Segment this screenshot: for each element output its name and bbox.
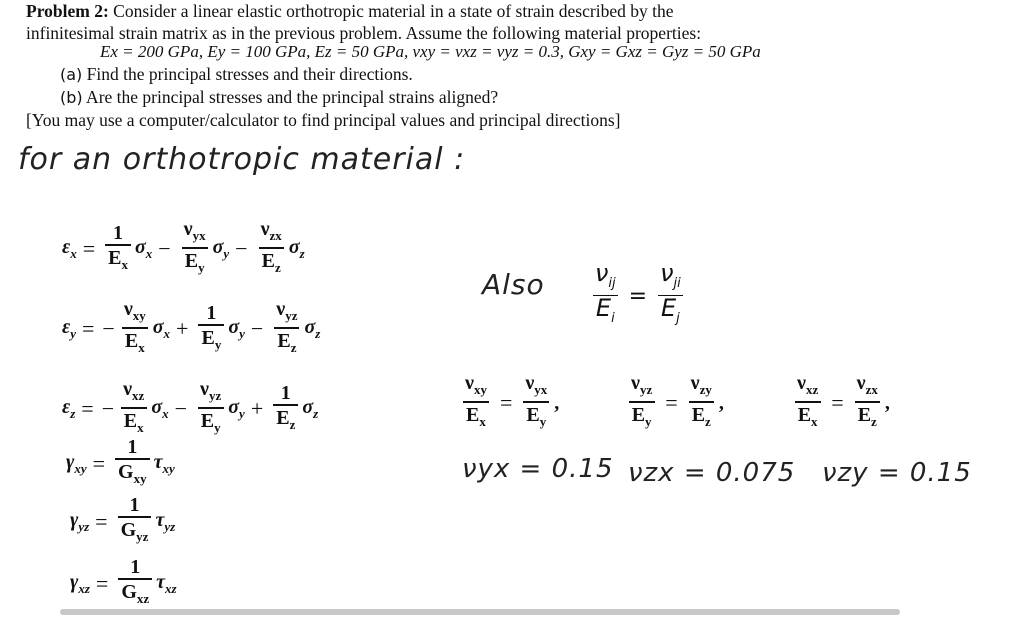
handwritten-vzy: νzy = 0.15 [822,458,972,488]
part-b: (b) Are the principal stresses and the principal strains aligned? [60,87,499,107]
eq-epsilon-x: $\varepsilon_x$ = $\frac{1}{E_x}$ $\sigma_x$ − $\frac{\nu_{yx}}{E_y}$ $\sigma_y$ − $\frac{\nu_{zx}}{E_z}$ $\sigma_z$ [62,218,305,280]
eq-epsilon-y: $\varepsilon_y$ = − $\frac{\nu_{xy}}{E_x}$ $\sigma_x$ + $\frac{1}{E_y}$ $\sigma_y$ − $\frac{\nu_{yz}}{E_z}$ $\sigma_z$ [62,298,320,360]
problem-statement [26,0,1016,44]
eq-epsilon-z: $\varepsilon_z$ = − $\frac{\nu_{xz}}{E_x}$ $\sigma_x$ − $\frac{\nu_{yz}}{E_y}$ $\sigma_y$ + $\frac{1}{E_z}$ $\sigma_z$ [62,378,318,440]
eq-recip-xz: $\frac{\nu_{xz}}{E_x}$ = $\frac{\nu_{zx}}{E_z}$ , [790,372,890,434]
handwritten-heading: for an orthotropic material : [18,142,466,177]
eq-gamma-xy: $\gamma_{xy}$ = $\frac{1}{G_{xy}}$ $\tau_{xy}$ [66,436,175,491]
handwritten-vyx: νyx = 0.15 [462,454,614,484]
eq-recip-xy: $\frac{\nu_{xy}}{E_x}$ = $\frac{\nu_{yx}}{E_y}$ , [458,372,559,434]
horizontal-scrollbar[interactable] [60,609,900,615]
eq-gamma-xz: $\gamma_{xz}$ = $\frac{1}{G_{xz}}$ $\tau_{xz}$ [70,556,177,611]
problem-line-1: Problem 2: Consider a linear elastic orthotropic material in a state of strain described by the [26,1,674,21]
problem-title: Problem 2: [26,1,109,21]
handwritten-vzx: νzx = 0.075 [628,458,796,488]
problem-line-2: infinitesimal strain matrix as in the previous problem. Assume the following material properties: [26,23,702,43]
part-a: (a) Find the principal stresses and their directions. [60,64,413,84]
reciprocity-relation: $\frac{\nu_{ij}}{E_i}$ = $\frac{\nu_{ji}}{E_j}$ [588,262,688,331]
handwritten-also: Also [482,268,545,301]
eq-gamma-yz: $\gamma_{yz}$ = $\frac{1}{G_{yz}}$ $\tau_{yz}$ [70,494,175,549]
material-properties: Ex = 200 GPa, Ey = 100 GPa, Ez = 50 GPa, νxy = νxz = νyz = 0.3, Gxy = Gxz = Gyz = 50 GPa [100,42,761,61]
calculator-note: [You may use a computer/calculator to find principal values and principal directions] [26,110,621,130]
eq-recip-yz: $\frac{\nu_{yz}}{E_y}$ = $\frac{\nu_{zy}}{E_z}$ , [624,372,724,434]
